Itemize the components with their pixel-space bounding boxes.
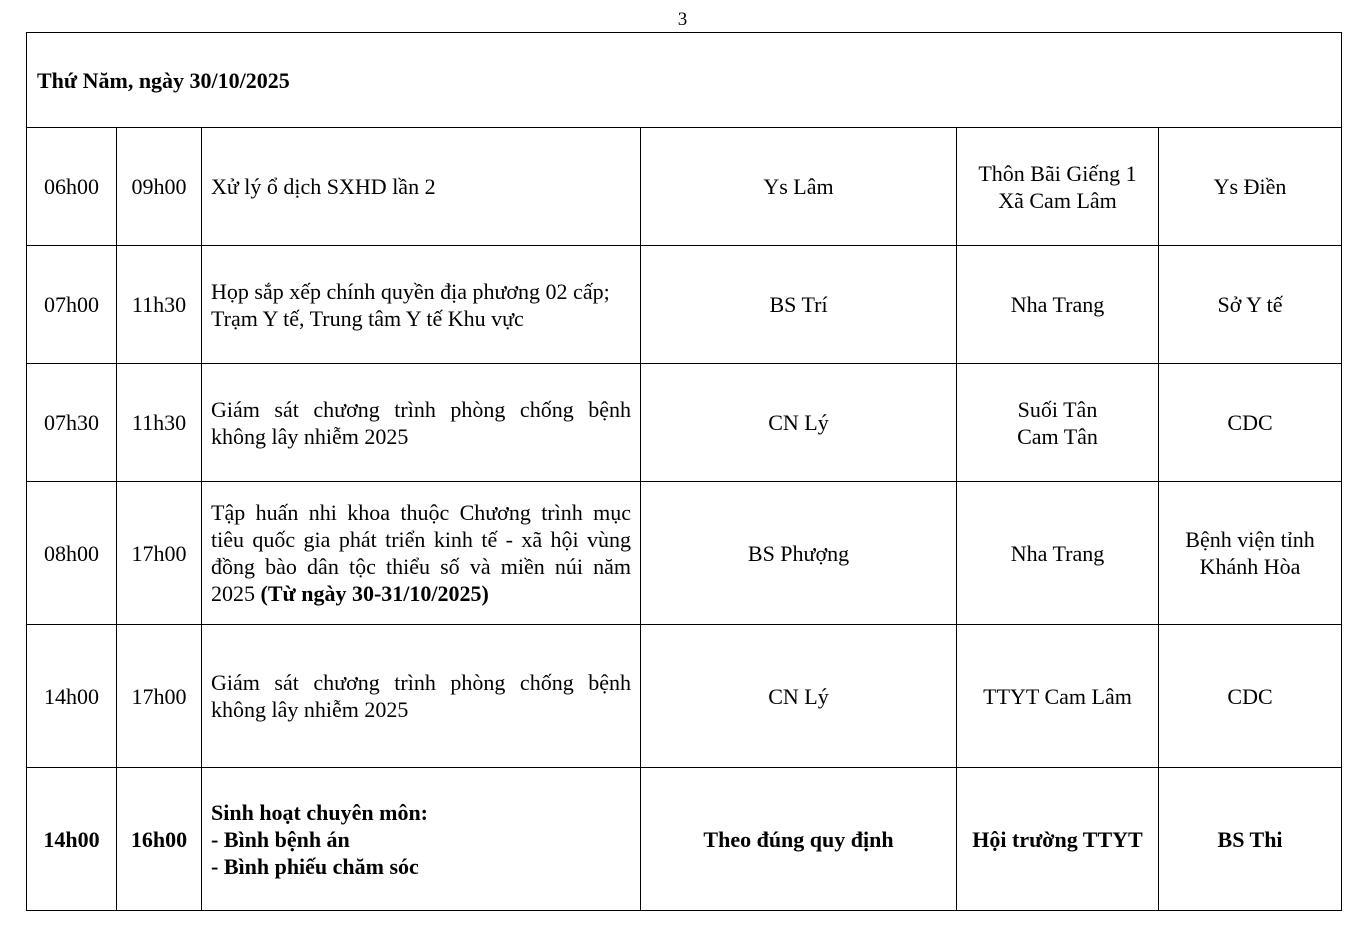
location — [957, 482, 1159, 625]
unit-line: Ys Điền — [1213, 174, 1287, 199]
task-description — [202, 246, 641, 364]
location-line: Cam Tân — [1017, 423, 1098, 449]
task-line — [211, 580, 631, 607]
person-in-charge: Theo đúng quy định — [641, 768, 957, 911]
start-time: 07h00 — [27, 246, 117, 364]
location — [957, 246, 1159, 364]
unit — [1159, 128, 1342, 246]
start-time: 06h00 — [27, 128, 117, 246]
start-time: 14h00 — [27, 625, 117, 768]
table-row — [27, 482, 1342, 625]
location-line: Suối Tân — [1017, 396, 1098, 422]
unit-line: CDC — [1227, 683, 1273, 709]
table-row — [27, 768, 1342, 911]
day-header-row — [27, 33, 1342, 128]
location-line: Nha Trang — [1010, 292, 1105, 317]
end-time: 16h00 — [117, 768, 202, 911]
page-number: 3 — [677, 9, 688, 30]
task-description — [202, 364, 641, 482]
task-line: Giám sát chương trình phòng chống bệnh — [211, 396, 631, 422]
start-time: 08h00 — [27, 482, 117, 625]
task-line: - Bình bệnh án — [211, 826, 350, 852]
table-row — [27, 246, 1342, 364]
location — [957, 364, 1159, 482]
task-line: - Bình phiếu chăm sóc — [211, 853, 419, 879]
task-description — [202, 482, 641, 625]
task-line: Giám sát chương trình phòng chống bệnh — [211, 670, 631, 695]
task-description — [202, 128, 641, 246]
start-time: 07h30 — [27, 364, 117, 482]
person-in-charge: Ys Lâm — [641, 128, 957, 246]
location — [957, 128, 1159, 246]
task-description — [202, 625, 641, 768]
end-time: 17h00 — [117, 625, 202, 768]
location-line: Hội trường TTYT — [972, 826, 1143, 852]
task-line: Họp sắp xếp chính quyền địa phương 02 cấp; — [211, 278, 610, 304]
task-line: không lây nhiễm 2025 — [211, 423, 409, 449]
person-in-charge: CN Lý — [641, 364, 957, 482]
task-line: Tập huấn nhi khoa thuộc Chương trình mục — [211, 500, 631, 525]
location — [957, 625, 1159, 768]
location-line: Thôn Bãi Giếng 1 — [978, 160, 1137, 186]
start-time: 14h00 — [27, 768, 117, 911]
day-header: Thứ Năm, ngày 30/10/2025 — [27, 33, 1342, 128]
location-line: Xã Cam Lâm — [998, 187, 1117, 213]
end-time: 11h30 — [117, 364, 202, 482]
end-time: 17h00 — [117, 482, 202, 625]
unit-line: Bệnh viện tỉnh — [1185, 527, 1315, 552]
task-line: tiêu quốc gia phát triển kinh tế - xã hội vùng — [211, 527, 631, 552]
table-row — [27, 625, 1342, 768]
task-line: Xử lý ổ dịch SXHD lần 2 — [211, 174, 436, 199]
unit — [1159, 364, 1342, 482]
task-description — [202, 768, 641, 911]
unit — [1159, 482, 1342, 625]
task-line: không lây nhiễm 2025 — [211, 697, 409, 722]
unit-line: Sở Y tế — [1217, 292, 1283, 317]
table-row — [27, 128, 1342, 246]
unit-line: BS Thi — [1217, 826, 1283, 852]
schedule-table — [26, 32, 1342, 911]
task-line: Sinh hoạt chuyên môn: — [211, 799, 429, 825]
location — [957, 768, 1159, 911]
unit — [1159, 768, 1342, 911]
location-line: Nha Trang — [1010, 540, 1105, 566]
task-line: Trạm Y tế, Trung tâm Y tế Khu vực — [211, 305, 524, 331]
table-row — [27, 364, 1342, 482]
unit — [1159, 246, 1342, 364]
unit — [1159, 625, 1342, 768]
person-in-charge: BS Trí — [641, 246, 957, 364]
person-in-charge: BS Phượng — [641, 482, 957, 625]
unit-line: CDC — [1227, 410, 1273, 435]
task-line-year: 2025 — [211, 581, 261, 606]
end-time: 11h30 — [117, 246, 202, 364]
location-line: TTYT Cam Lâm — [983, 683, 1132, 709]
unit-line: Khánh Hòa — [1199, 554, 1301, 579]
task-line: đồng bào dân tộc thiểu số và miền núi năm — [211, 554, 631, 579]
end-time: 09h00 — [117, 128, 202, 246]
task-date-range: (Từ ngày 30-31/10/2025) — [260, 581, 489, 606]
person-in-charge: CN Lý — [641, 625, 957, 768]
